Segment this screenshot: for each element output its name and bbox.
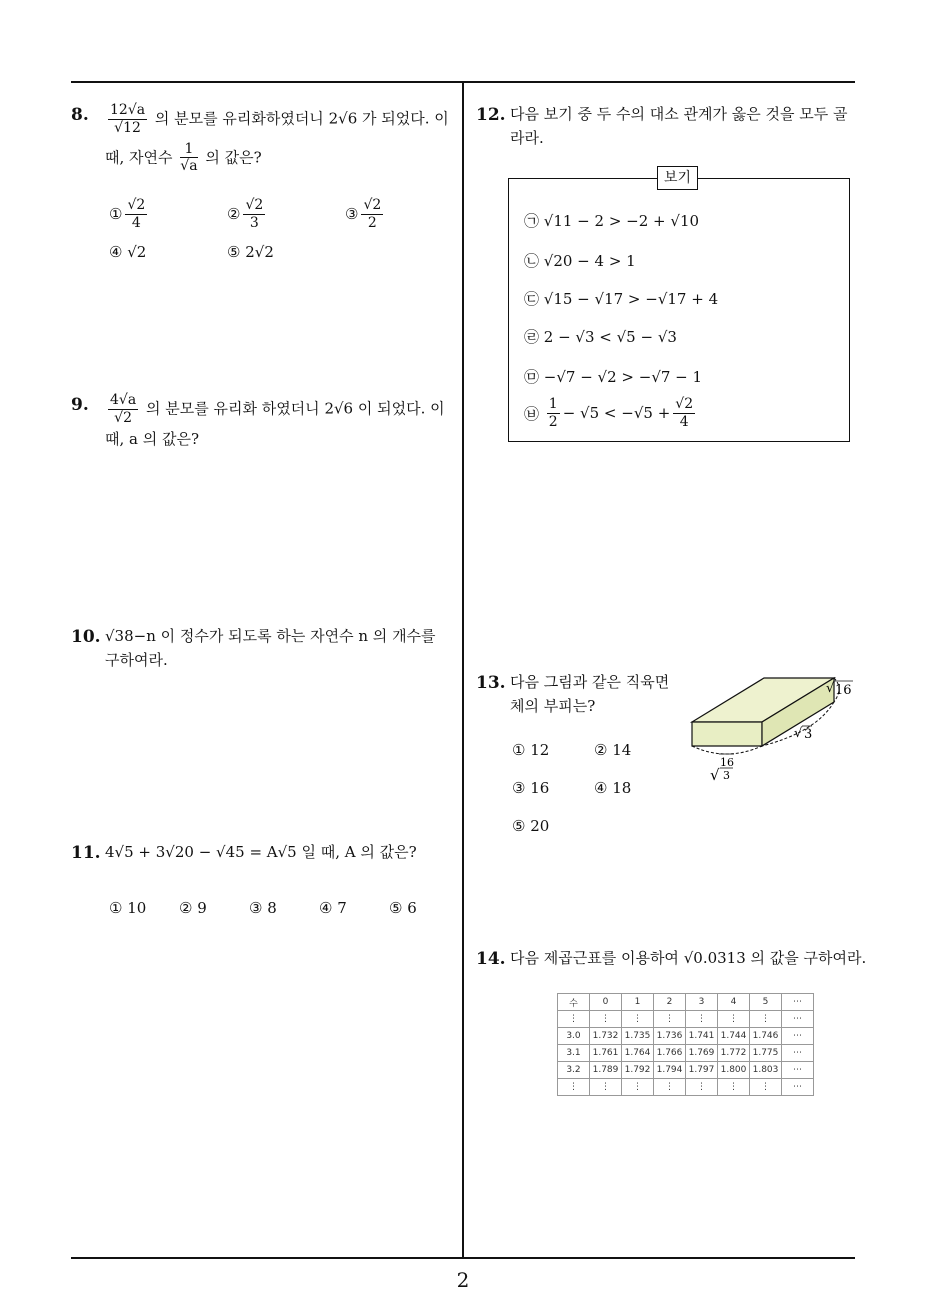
table-cell: ⋮: [654, 1079, 686, 1096]
table-cell: ⋯: [782, 1045, 814, 1062]
option-4[interactable]: ④ 18: [594, 779, 632, 797]
option-5[interactable]: ⑤ 2√2: [227, 242, 274, 261]
option-5[interactable]: ⑤ 6: [389, 899, 417, 917]
table-cell: ⋮: [590, 1079, 622, 1096]
width-radical: √: [794, 726, 803, 741]
question-text: 의 값을 구하여라.: [750, 949, 867, 967]
table-cell: ⋮: [590, 1011, 622, 1028]
table-row: [558, 1045, 814, 1062]
example-item: ㉠ √11 − 2 > −2 + √10: [524, 212, 700, 230]
table-cell: 1.797: [686, 1062, 718, 1079]
table-cell: 1.764: [622, 1045, 654, 1062]
value: 2√6: [324, 399, 354, 418]
table-cell: ⋯: [782, 994, 814, 1011]
table-cell: 1.792: [622, 1062, 654, 1079]
example-item: ㉥ $\frac{1}{2}$ − √5 < −√5 + $\frac{√2}{4}$: [524, 396, 694, 430]
options: [109, 197, 461, 264]
table-cell: 3.1: [558, 1045, 590, 1062]
table-row: [558, 1028, 814, 1045]
question-8: [71, 102, 461, 264]
question-text: 때, 자연수: [105, 147, 173, 166]
question-11: [71, 840, 461, 920]
question-text: 이 되었다. 이: [357, 399, 445, 418]
table-cell: 수: [558, 994, 590, 1011]
question-number: 8.: [71, 105, 89, 125]
question-13: [476, 670, 686, 838]
table-row: [558, 1062, 814, 1079]
table-cell: 1.772: [718, 1045, 750, 1062]
table-row: [558, 1011, 814, 1028]
option-2[interactable]: ② $\frac{√2}{3}$: [227, 197, 264, 231]
question-text: 체의 부피는?: [510, 697, 596, 715]
fraction: $\frac{4√a}{√2}$: [110, 392, 137, 426]
fraction: $\frac{1}{2}$: [548, 396, 558, 430]
table-cell: 1.744: [718, 1028, 750, 1045]
table-cell: 1.803: [750, 1062, 782, 1079]
expression: √0.0313: [683, 949, 746, 967]
question-text: 다음 그림과 같은 직육면: [510, 673, 670, 691]
table-cell: 3: [686, 994, 718, 1011]
question-text: 다음 제곱근표를 이용하여: [510, 949, 679, 967]
table-cell: 4: [718, 994, 750, 1011]
table-cell: 1: [622, 994, 654, 1011]
table-cell: ⋮: [558, 1011, 590, 1028]
cuboid-figure: [686, 670, 856, 790]
value: 2√6: [328, 109, 358, 128]
table-cell: 1.800: [718, 1062, 750, 1079]
table-cell: ⋮: [622, 1011, 654, 1028]
length-denominator: 3: [723, 769, 730, 782]
table-cell: 3.0: [558, 1028, 590, 1045]
option-2[interactable]: ② 9: [179, 899, 207, 917]
question-text: 의 분모를 유리화하였더니: [154, 109, 324, 128]
options: [109, 896, 461, 920]
table-cell: 1.794: [654, 1062, 686, 1079]
table-cell: ⋮: [622, 1079, 654, 1096]
question-9: [71, 392, 461, 451]
table-cell: 1.769: [686, 1045, 718, 1062]
table-cell: ⋮: [686, 1011, 718, 1028]
example-item: ㉤ −√7 − √2 > −√7 − 1: [524, 368, 703, 386]
square-root-table: [557, 993, 814, 1096]
table-cell: 1.741: [686, 1028, 718, 1045]
height-label: 16: [835, 683, 852, 698]
table-cell: ⋮: [750, 1011, 782, 1028]
example-item: ㉡ √20 − 4 > 1: [524, 252, 636, 270]
table-cell: ⋮: [558, 1079, 590, 1096]
question-14: [476, 946, 876, 970]
question-text: 일 때, A 의 값은?: [301, 843, 417, 861]
fraction: $\frac{√2}{4}$: [127, 197, 146, 231]
table-cell: ⋯: [782, 1011, 814, 1028]
table-cell: ⋮: [718, 1079, 750, 1096]
expression: √38−n: [105, 627, 156, 645]
fraction: $\frac{√2}{4}$: [675, 396, 694, 430]
length-numerator: 16: [720, 756, 734, 769]
width-label: 3: [804, 727, 813, 742]
question-text: 구하여라.: [105, 651, 168, 669]
table-cell: 1.746: [750, 1028, 782, 1045]
question-number: 9.: [71, 395, 89, 415]
table-cell: 1.789: [590, 1062, 622, 1079]
height-radical: √: [826, 681, 835, 696]
table-cell: 1.736: [654, 1028, 686, 1045]
question-number: 12.: [476, 105, 506, 125]
table-cell: ⋮: [718, 1011, 750, 1028]
question-number: 14.: [476, 949, 506, 969]
length-radical: √: [710, 766, 720, 784]
expression: 4√5 + 3√20 − √45 = A√5: [105, 843, 297, 861]
option-2[interactable]: ② 14: [594, 741, 632, 759]
option-4[interactable]: ④ 7: [319, 899, 347, 917]
example-item: ㉢ √15 − √17 > −√17 + 4: [524, 290, 719, 308]
option-1[interactable]: ① 12: [512, 741, 550, 759]
table-cell: 1.766: [654, 1045, 686, 1062]
question-12: [476, 102, 861, 150]
page-number: 2: [456, 1268, 470, 1292]
table-cell: 3.2: [558, 1062, 590, 1079]
fraction: $\frac{√2}{3}$: [245, 197, 264, 231]
table-cell: ⋮: [654, 1011, 686, 1028]
option-4[interactable]: ④ √2: [109, 242, 147, 261]
question-text: 다음 보기 중 두 수의 대소 관계가 옳은 것을 모두 골: [510, 105, 848, 123]
options: [512, 738, 686, 838]
table-cell: 2: [654, 994, 686, 1011]
question-text: 의 분모를 유리화 하였더니: [145, 399, 320, 418]
table-cell: ⋯: [782, 1079, 814, 1096]
table-cell: 1.761: [590, 1045, 622, 1062]
question-number: 10.: [71, 627, 101, 647]
table-cell: 5: [750, 994, 782, 1011]
column-divider: [462, 82, 464, 1259]
table-cell: 1.735: [622, 1028, 654, 1045]
length-dashed-arc: [692, 746, 762, 754]
question-text: 라라.: [510, 129, 544, 147]
cuboid-front-face: [692, 722, 762, 746]
table-cell: ⋯: [782, 1028, 814, 1045]
example-box-title: 보기: [657, 166, 698, 190]
question-text: 때, a 의 값은?: [105, 429, 200, 448]
fraction: $\frac{12√a}{√12}$: [110, 102, 146, 136]
table-header-row: [558, 994, 814, 1011]
fraction: $\frac{1}{√a}$: [180, 140, 198, 175]
option-1[interactable]: ① 10: [109, 899, 147, 917]
question-text: 이 정수가 되도록 하는 자연수 n 의 개수를: [160, 627, 436, 645]
option-3[interactable]: ③ $\frac{√2}{2}$: [345, 197, 382, 231]
option-1[interactable]: ① $\frac{√2}{4}$: [109, 197, 146, 231]
fraction: $\frac{√2}{2}$: [363, 197, 382, 231]
table-cell: 0: [590, 994, 622, 1011]
table-cell: 1.775: [750, 1045, 782, 1062]
table-row: [558, 1079, 814, 1096]
question-number: 13.: [476, 673, 506, 693]
question-text: 의 값은?: [205, 147, 262, 166]
option-5[interactable]: ⑤ 20: [512, 817, 550, 835]
question-text: 가 되었다. 이: [362, 109, 449, 128]
example-item: ㉣ 2 − √3 < √5 − √3: [524, 328, 677, 346]
question-number: 11.: [71, 843, 101, 863]
bottom-rule: [71, 1257, 855, 1259]
option-3[interactable]: ③ 8: [249, 899, 277, 917]
table-cell: ⋯: [782, 1062, 814, 1079]
table-cell: 1.732: [590, 1028, 622, 1045]
question-10: [71, 624, 461, 672]
table-cell: ⋮: [686, 1079, 718, 1096]
option-3[interactable]: ③ 16: [512, 779, 550, 797]
table-cell: ⋮: [750, 1079, 782, 1096]
